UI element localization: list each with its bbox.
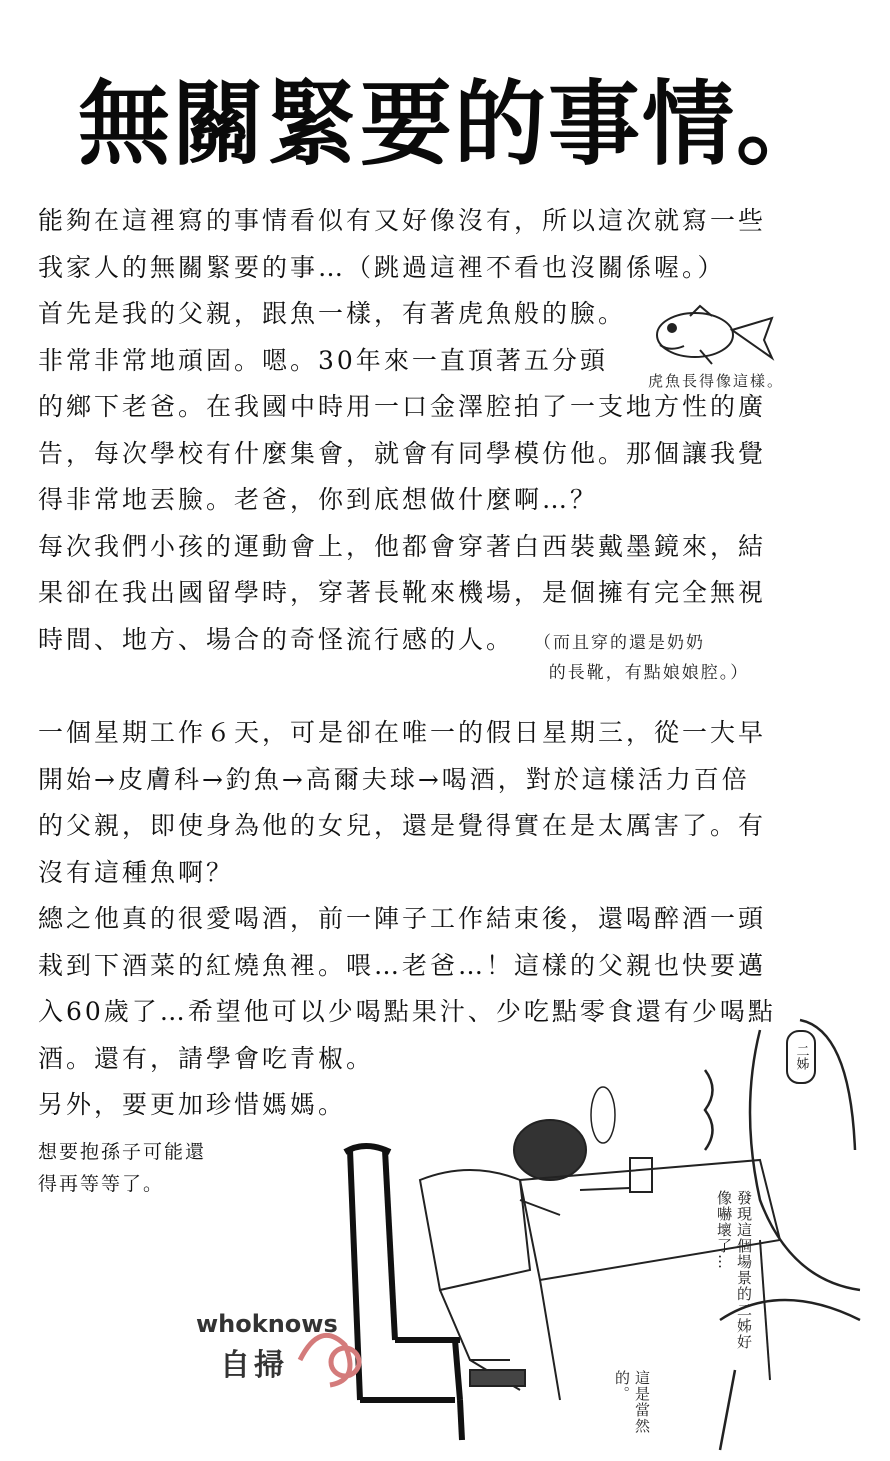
speech-bubble-sister: 二姊: [786, 1030, 816, 1084]
body-paragraph-2: 一個星期工作６天，可是卻在唯一的假日星期三，從一大早 開始→皮膚科→釣魚→高爾夫球→喝酒，對於這樣活力百倍 的父親，即使身為他的女兒，還是覺得實在是太厲害了。有 沒有這種魚啊？ 總之他真的很愛喝酒，前一陣子工作結束後，還喝醉酒一頭 栽到下酒菜的紅燒魚裡。喂…老爸…！這樣的父親也快要邁 入60歲了…希望他可以少喝點果汁、少吃點零食還有少喝點 酒。還有，請學會吃青椒。 另外，要更加珍惜媽媽。: [38, 718, 776, 1119]
vertical-caption-ofcourse: 這是當然的。: [613, 1370, 651, 1434]
slumped-father-illustration: [420, 1120, 586, 1390]
scanner-logo: [196, 1310, 366, 1390]
vertical-caption-sister: 發現這個場景的二姊好像嚇壞了…: [715, 1190, 753, 1350]
tiger-fish-icon: [657, 306, 772, 364]
logo-text-en: whoknows: [196, 1310, 338, 1338]
page-title: 無關緊要的事情。: [78, 71, 831, 178]
aside-note: （而且穿的還是奶奶 的長靴，有點娘娘腔。）: [534, 633, 750, 683]
body-paragraph-1: 能夠在這裡寫的事情看似有又好像沒有，所以這次就寫一些 我家人的無關緊要的事…（跳過這裡不看也沒關係喔。） 首先是我的父親，跟魚一樣，有著虎魚般的臉。 非常非常地頑固。嗯。30年來一直頂著五分頭 的鄉下老爸。在我國中時用一口金澤腔拍了一支地方性的廣 告，每次學校有什麼集會，就會有同學模仿他。那個讓我覺 得非常地丟臉。老爸，你到底想做什麼啊…？ 每次我們小孩的運動會上，他都會穿著白西裝戴墨鏡來，結 果卻在我出國留學時，穿著長靴來機場，是個擁有完全無視 時間、地方、場合的奇怪流行感的人。: [38, 206, 767, 654]
closing-note: 想要抱孫子可能還 得再等等了。: [38, 1141, 207, 1195]
fish-caption: 虎魚長得像這樣。: [648, 372, 785, 390]
logo-text-zh: 自掃: [220, 1348, 288, 1383]
chair-illustration: [345, 1146, 462, 1440]
